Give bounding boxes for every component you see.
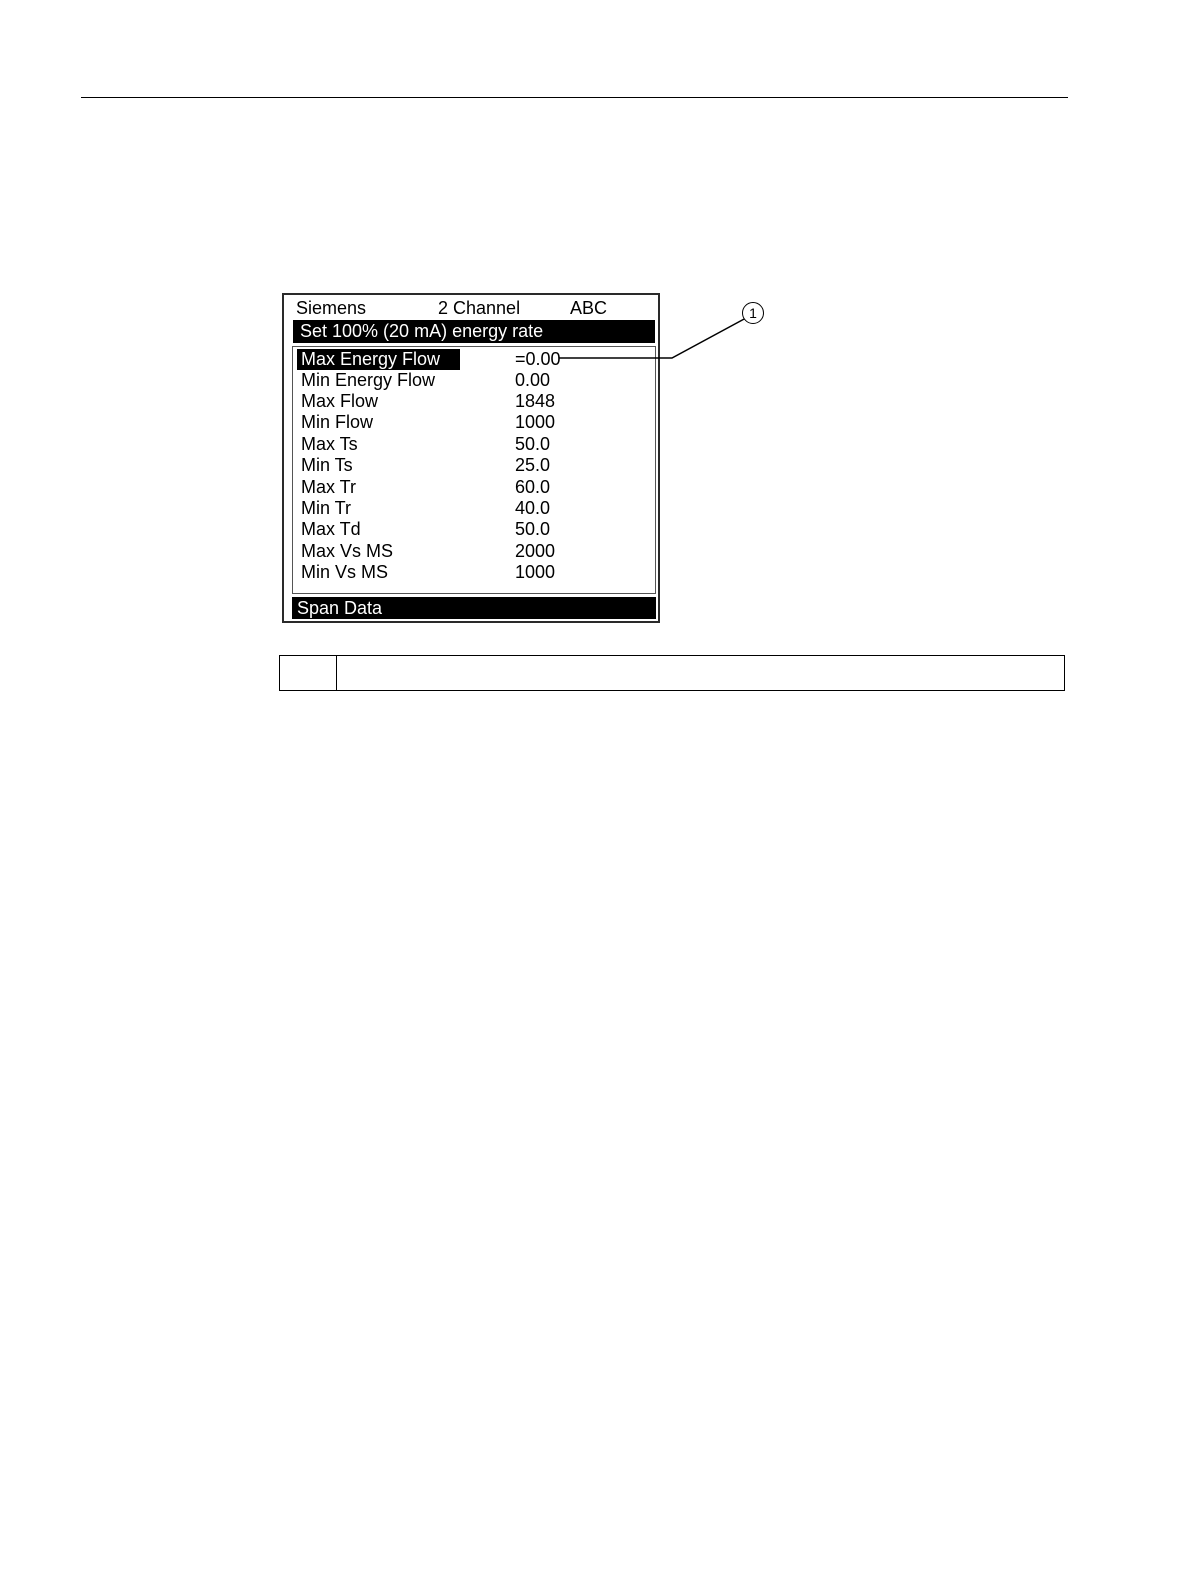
lcd-display <box>282 293 660 623</box>
list-item[interactable] <box>293 519 655 540</box>
list-item[interactable] <box>293 370 655 391</box>
item-label: Max Vs MS <box>301 541 394 561</box>
callout-number: 1 <box>742 302 764 324</box>
lcd-status-header <box>284 297 658 321</box>
page-header-rule <box>81 97 1068 98</box>
legend-number-cell <box>280 656 337 690</box>
brand-label: Siemens <box>296 298 367 318</box>
item-value: 2000 <box>515 541 556 561</box>
span-data-list <box>292 346 656 594</box>
legend-text-cell <box>337 656 1064 690</box>
mode-label: ABC <box>570 298 608 318</box>
item-label: Min Tr <box>301 498 352 518</box>
item-value: 1000 <box>515 562 556 582</box>
item-value: 50.0 <box>515 434 551 454</box>
screen-footer: Span Data <box>292 597 656 619</box>
list-item[interactable] <box>293 477 655 498</box>
item-label: Min Flow <box>301 412 374 432</box>
item-value: 25.0 <box>515 455 551 475</box>
list-item[interactable] <box>293 562 655 583</box>
item-label: Min Vs MS <box>301 562 389 582</box>
item-label: Max Flow <box>301 391 379 411</box>
item-label: Max Energy Flow <box>297 349 460 370</box>
item-label: Max Tr <box>301 477 357 497</box>
item-value: 40.0 <box>515 498 551 518</box>
item-value: 50.0 <box>515 519 551 539</box>
list-item[interactable] <box>293 455 655 476</box>
screen-title: Set 100% (20 mA) energy rate <box>293 320 655 343</box>
list-item[interactable] <box>293 412 655 433</box>
item-value[interactable]: =0.00 <box>515 349 561 369</box>
list-item[interactable] <box>293 434 655 455</box>
channel-label: 2 Channel <box>438 298 521 318</box>
list-item[interactable] <box>293 498 655 519</box>
item-value: 1000 <box>515 412 556 432</box>
list-item[interactable] <box>293 349 655 370</box>
list-item[interactable] <box>293 541 655 562</box>
list-item[interactable] <box>293 391 655 412</box>
item-value: 1848 <box>515 391 556 411</box>
item-label: Max Td <box>301 519 361 539</box>
legend-table <box>279 655 1065 691</box>
item-value: 0.00 <box>515 370 551 390</box>
item-label: Min Energy Flow <box>301 370 436 390</box>
item-label: Min Ts <box>301 455 353 475</box>
item-label: Max Ts <box>301 434 358 454</box>
item-value: 60.0 <box>515 477 551 497</box>
